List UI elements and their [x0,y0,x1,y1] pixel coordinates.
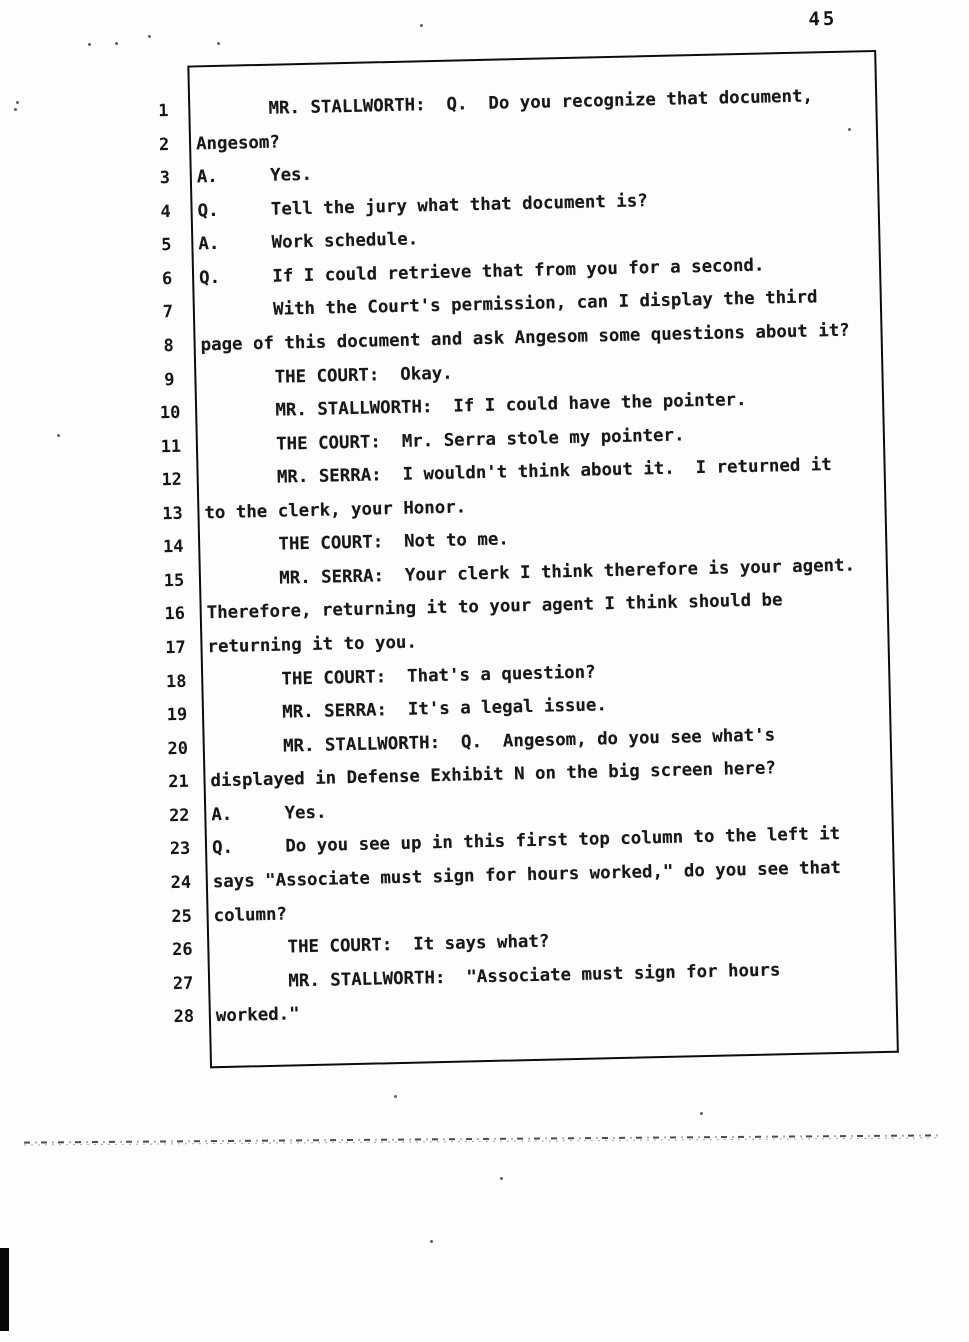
line-text: A. Work schedule. [198,229,419,255]
line-text: MR. STALLWORTH: "Associate must sign for hours [214,959,781,993]
line-number: 2 [158,134,170,155]
line-text: THE COURT: It says what? [214,931,550,960]
scan-speck [57,434,60,437]
scan-speck [394,1095,397,1098]
scan-speck [14,108,17,111]
line-text: returning it to you. [207,632,418,658]
line-number: 25 [171,906,193,927]
line-number: 24 [170,872,192,894]
line-text: page of this document and ask Angesom some questions about it? [200,320,850,356]
scan-speck [88,43,91,46]
line-text: column? [213,904,288,926]
line-number: 17 [165,637,186,659]
scan-edge-artifact [0,1248,9,1331]
line-text: worked." [215,1004,300,1027]
line-text: MR. SERRA: I wouldn't think about it. I returned it [203,455,832,490]
line-text: to the clerk, your Honor. [204,497,467,524]
scan-speck [500,1177,503,1180]
line-number: 12 [161,470,183,491]
scan-speck [430,1240,433,1243]
line-text: MR. STALLWORTH: Q. Angesom, do you see what's [209,725,776,758]
line-number: 6 [161,268,173,290]
line-text: displayed in Defense Exhibit N on the big screen here? [210,758,777,792]
line-text: Q. If I could retrieve that from you for a second. [198,255,765,289]
line-number: 23 [169,839,191,860]
line-number: 8 [163,335,175,357]
line-number: 19 [166,704,188,726]
line-text: THE COURT: That's a question? [208,662,596,691]
line-number: 27 [172,973,194,994]
line-number: 16 [164,604,186,625]
line-text: THE COURT: Mr. Serra stole my pointer. [202,425,685,456]
scan-speck [148,35,151,38]
line-number: 26 [171,939,193,961]
line-number: 15 [163,570,185,592]
line-text: THE COURT: Not to me. [205,529,510,557]
line-text: A. Yes. [196,164,313,188]
line-number: 14 [162,537,184,558]
line-text: THE COURT: Okay. [201,363,453,389]
line-number: 18 [165,671,187,692]
scan-speck [848,128,851,131]
line-text: says "Associate must sign for hours worked," do you see that [212,857,842,893]
page-number: 45 [808,7,838,31]
line-number: 4 [160,201,171,222]
line-text: MR. STALLWORTH: If I could have the pointer. [201,390,747,423]
line-number: 9 [164,369,175,390]
line-text: MR. STALLWORTH: Q. Do you recognize that document, [195,86,814,121]
line-number: 3 [159,168,171,189]
scan-speck [700,1112,703,1115]
line-text: Angesom? [195,132,281,154]
line-text: A. Yes. [211,802,327,826]
line-number: 7 [162,302,174,323]
line-number: 28 [173,1006,195,1028]
scan-speck [420,24,423,27]
scan-speck [217,42,220,45]
line-number: 5 [161,235,172,256]
scan-speck [16,101,19,104]
line-number: 13 [162,503,183,525]
line-text: Q. Do you see up in this first top column to the left it [211,824,841,859]
line-text: Q. Tell the jury what that document is? [197,190,648,222]
line-number: 11 [160,436,182,457]
line-text: Therefore, returning it to your agent I think should be [206,590,783,624]
line-text: MR. SERRA: It's a legal issue. [208,695,608,725]
line-number: 20 [167,738,189,759]
line-text: With the Court's permission, can I display the third [199,287,818,322]
transcript-body [142,80,865,1035]
line-number: 22 [168,805,190,827]
line-number: 21 [168,771,190,793]
line-number: 10 [159,402,181,424]
line-text: MR. SERRA: Your clerk I think therefore is your agent. [205,555,856,591]
scan-speck [115,42,118,45]
line-number: 1 [157,101,169,122]
